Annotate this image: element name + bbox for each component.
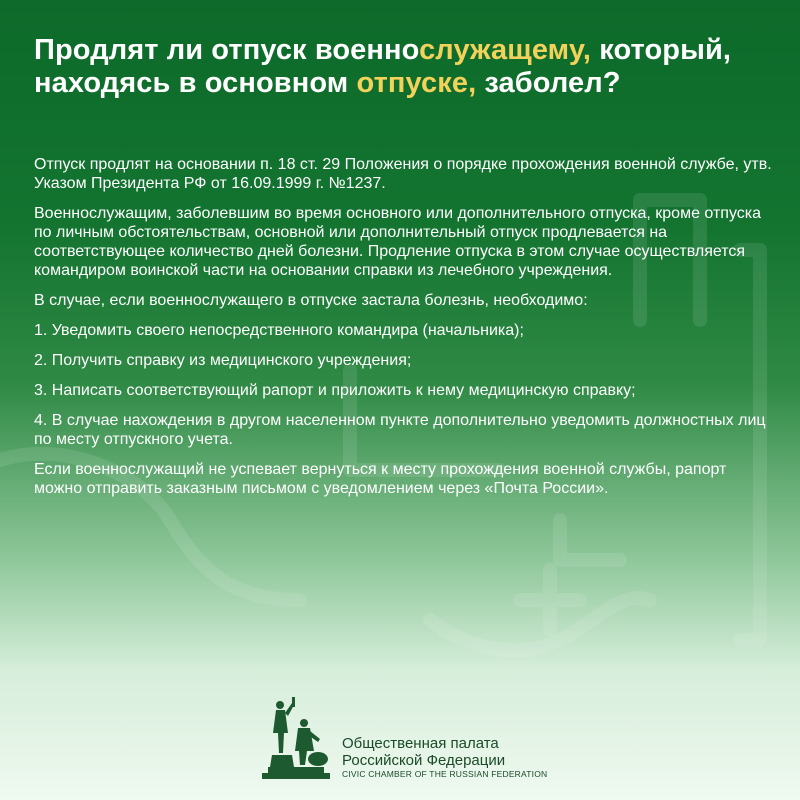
- org-name-english: CIVIC CHAMBER OF THE RUSSIAN FEDERATION: [342, 769, 548, 779]
- paragraph-steps-intro: В случае, если военнослужащего в отпуске застала болезнь, необходимо:: [34, 292, 588, 309]
- page-title: [34, 34, 764, 99]
- paragraph-extension-rule: Военнослужащим, заболевшим во время основного или дополнительного отпуска, кроме отпуска по личным обстоятельствам, основной или дополнительный отпуск продлевается на соответствующее количество дней болезни. Продление отпуска в этом случае осуществляется командиром воинской части на основании справки из лечебного учреждения.: [34, 205, 762, 279]
- paragraph-legal-basis: Отпуск продлят на основании п. 18 ст. 29 Положения о порядке прохождения военной службе, утв. Указом Президента РФ от 16.09.1999 г. №1237.: [34, 156, 772, 192]
- org-name-line-2: Российской Федерации: [342, 752, 506, 769]
- title-highlight-text: служащему,: [419, 34, 592, 66]
- org-name-line-1: Общественная палата: [342, 735, 499, 752]
- monument-logo-icon: [258, 693, 334, 783]
- organization-footer: [258, 693, 558, 783]
- organization-name: [342, 735, 547, 780]
- title-text: заболел?: [476, 66, 621, 99]
- paragraph-mail-option: Если военнослужащий не успевает вернуться к месту прохождения военной службы, рапорт можно отправить заказным письмом с уведомлением через «Почта России».: [34, 461, 727, 497]
- title-text: Продлят ли отпуск военно: [34, 34, 420, 66]
- title-text: который, находясь в основном: [34, 34, 732, 99]
- list-item-step-3: 3. Написать соответствующий рапорт и приложить к нему медицинскую справку;: [34, 382, 636, 399]
- title-highlight-text: отпуске,: [356, 66, 477, 99]
- list-item-step-1: 1. Уведомить своего непосредственного командира (начальника);: [34, 322, 524, 339]
- list-item-step-4: 4. В случае нахождения в другом населенном пункте дополнительно уведомить должностных лиц по месту отпускного учета.: [34, 412, 766, 448]
- article-body: [34, 155, 774, 509]
- list-item-step-2: 2. Получить справку из медицинского учреждения;: [34, 352, 412, 369]
